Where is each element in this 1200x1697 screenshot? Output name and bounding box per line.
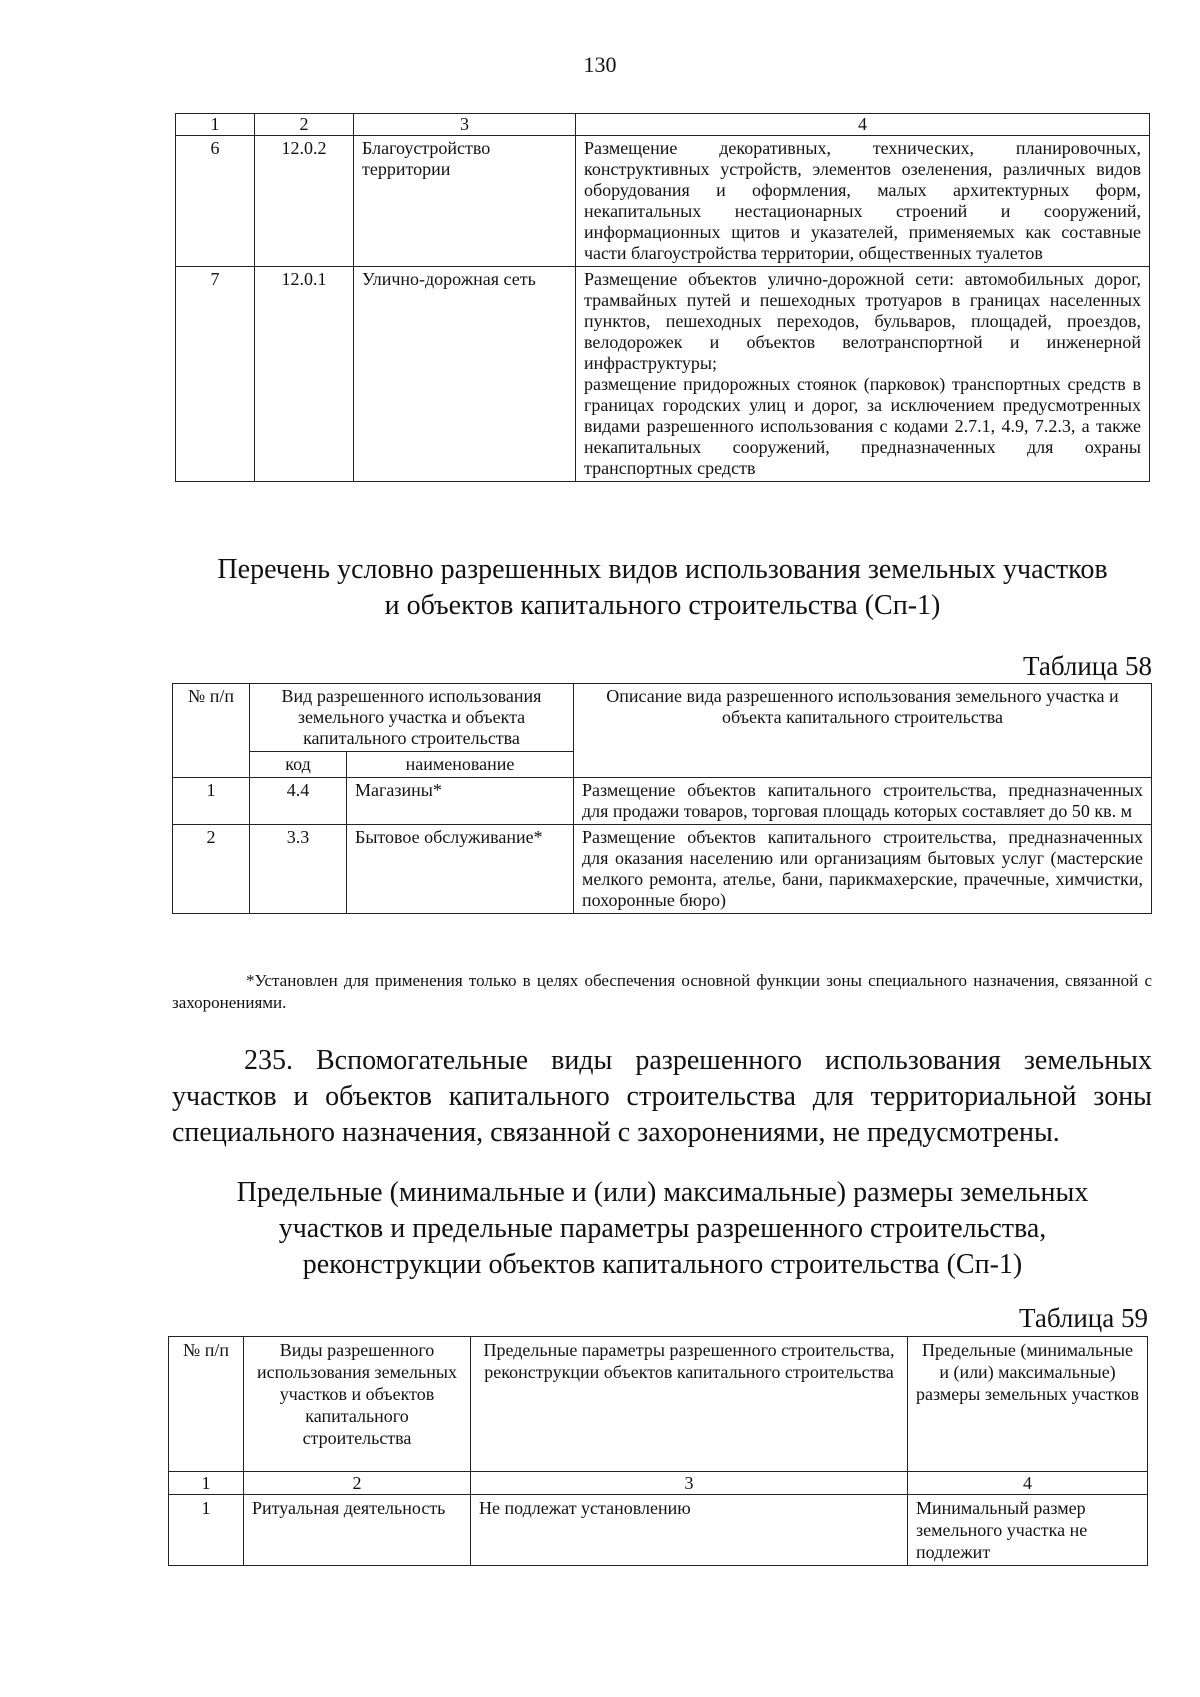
header-kind: Вид разрешенного использования земельного участка и объекта капитального строительства <box>250 684 574 752</box>
row-sizes: Минимальный размер земельного участка не подлежит <box>908 1495 1148 1566</box>
row-code: 12.0.2 <box>255 136 354 267</box>
table-header-row <box>173 684 1152 752</box>
section-title-line: и объектов капитального строительства (Сп-1) <box>384 590 941 621</box>
row-number: 1 <box>173 778 250 825</box>
table-59 <box>168 1336 1148 1566</box>
column-number: 3 <box>354 114 576 136</box>
row-name: Благоустройство территории <box>354 136 576 267</box>
row-name: Магазины* <box>347 778 574 825</box>
table-row <box>169 1495 1148 1566</box>
row-description-part: Размещение объектов улично-дорожной сети: автомобильных дорог, трамвайных путей и пешеходных тротуаров в границах населенных пунктов, пешеходных переходов, бульваров, площадей, проездов, велодорожек и объектов велотранспортной и инженерной инфраструктуры; <box>584 269 1141 373</box>
row-code: 4.4 <box>250 778 347 825</box>
table-header-row <box>169 1337 1148 1472</box>
table-58 <box>172 683 1152 914</box>
column-number: 2 <box>244 1472 471 1495</box>
row-name: Улично-дорожная сеть <box>354 267 576 482</box>
section-title-line: Предельные (минимальные и (или) максимальные) размеры земельных <box>236 1177 1089 1208</box>
table-row <box>173 825 1152 914</box>
header-name: наименование <box>347 752 574 778</box>
column-number: 1 <box>176 114 255 136</box>
table-row <box>176 136 1150 267</box>
row-number: 6 <box>176 136 255 267</box>
header-kinds: Виды разрешенного использования земельных участков и объектов капитального строительства <box>244 1337 471 1472</box>
section-title-line: Перечень условно разрешенных видов использования земельных участков <box>217 554 1108 585</box>
row-number: 7 <box>176 267 255 482</box>
header-num: № п/п <box>173 684 250 778</box>
page-number: 130 <box>583 52 617 77</box>
section-title-line: реконструкции объектов капитального строительства (Сп-1) <box>302 1249 1023 1280</box>
row-number: 2 <box>173 825 250 914</box>
section-title-line: участков и предельные параметры разрешенного строительства, <box>278 1213 1047 1244</box>
row-description <box>576 267 1150 482</box>
row-number: 1 <box>169 1495 244 1566</box>
row-params: Не подлежат установлению <box>471 1495 908 1566</box>
row-kind: Ритуальная деятельность <box>244 1495 471 1566</box>
table-continuation <box>175 113 1150 482</box>
header-sizes: Предельные (минимальные и (или) максимальные) размеры земельных участков <box>908 1337 1148 1472</box>
table-58-caption: Таблица 58 <box>1023 651 1152 681</box>
column-number: 2 <box>255 114 354 136</box>
section-title-limits <box>175 1175 1150 1283</box>
table-59-caption: Таблица 59 <box>1019 1303 1148 1333</box>
row-description: Размещение объектов капитального строительства, предназначенных для продажи товаров, торговая площадь которых составляет до 50 кв. м <box>574 778 1152 825</box>
table-row <box>173 778 1152 825</box>
column-number-row <box>176 114 1150 136</box>
section-title-conditional-uses <box>175 552 1150 624</box>
header-params: Предельные параметры разрешенного строительства, реконструкции объектов капитального строительства <box>471 1337 908 1472</box>
column-number: 3 <box>471 1472 908 1495</box>
column-number: 4 <box>908 1472 1148 1495</box>
row-code: 12.0.1 <box>255 267 354 482</box>
column-number: 1 <box>169 1472 244 1495</box>
header-code: код <box>250 752 347 778</box>
row-description: Размещение объектов капитального строительства, предназначенных для оказания населению или организациям бытовых услуг (мастерские мелкого ремонта, ателье, бани, парикмахерские, прачечные, химчистки, похоронные бюро) <box>574 825 1152 914</box>
row-description: Размещение декоративных, технических, планировочных, конструктивных устройств, элементов озеленения, различных видов оборудования и оформления, малых архитектурных форм, некапитальных нестационарных строений и сооружений, информационных щитов и указателей, применяемых как составные части благоустройства территории, общественных туалетов <box>576 136 1150 267</box>
paragraph-235: 235. Вспомогательные виды разрешенного использования земельных участков и объектов капитального строительства для территориальной зоны специального назначения, связанной с захоронениями, не предусмотрены. <box>172 1045 1152 1148</box>
row-name: Бытовое обслуживание* <box>347 825 574 914</box>
header-description: Описание вида разрешенного использования земельного участка и объекта капитального строительства <box>574 684 1152 778</box>
header-num: № п/п <box>169 1337 244 1472</box>
column-number-row <box>169 1472 1148 1495</box>
row-description-part: размещение придорожных стоянок (парковок) транспортных средств в границах городских улиц и дорог, за исключением предусмотренных видами разрешенного использования с кодами 2.7.1, 4.9, 7.2.3, а также некапитальных сооружений, предназначенных для охраны транспортных средств <box>584 374 1141 478</box>
row-code: 3.3 <box>250 825 347 914</box>
column-number: 4 <box>576 114 1150 136</box>
footnote: *Установлен для применения только в целях обеспечения основной функции зоны специального назначения, связанной с захоронениями. <box>172 971 1152 1012</box>
table-row <box>176 267 1150 482</box>
